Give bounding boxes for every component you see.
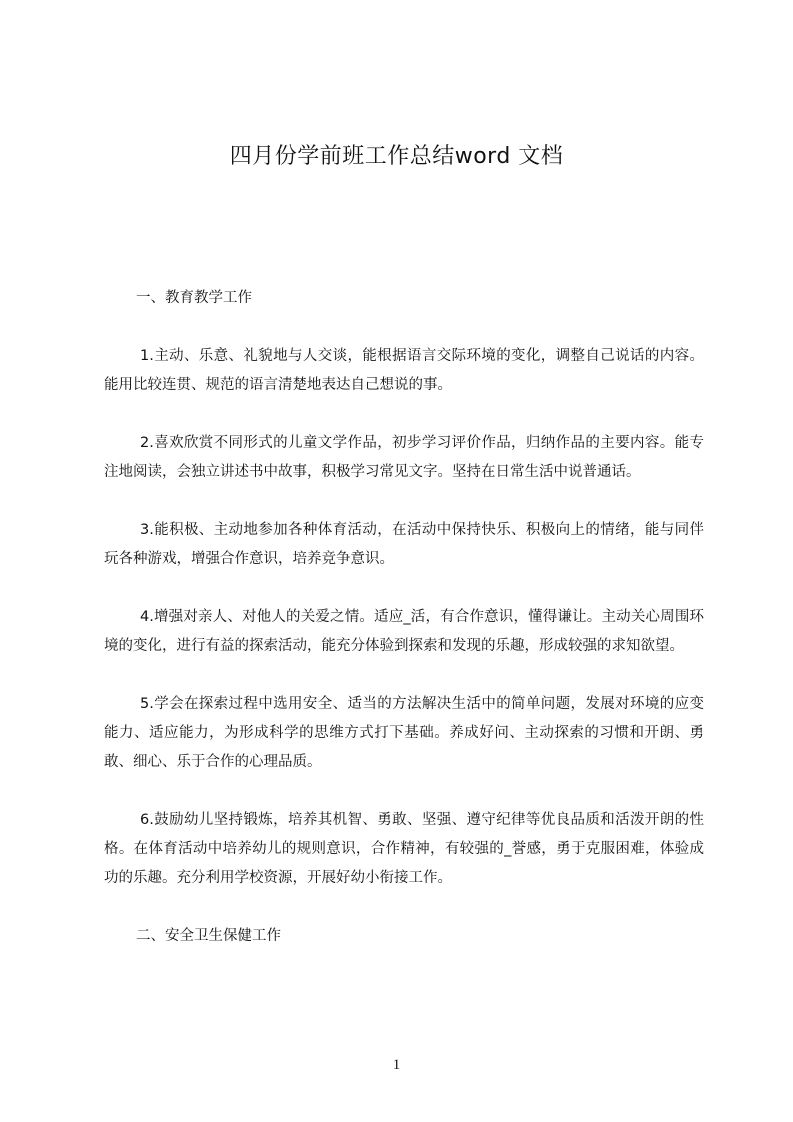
document-title: 四月份学前班工作总结word 文档 xyxy=(229,144,564,169)
paragraph-gap xyxy=(104,893,704,922)
section-heading-safety: 二、安全卫生保健工作 xyxy=(136,928,281,944)
paragraph-gap xyxy=(104,777,704,806)
paragraph-gap xyxy=(104,313,704,342)
list-item: 1.主动、乐意、礼貌地与人交谈，能根据语言交际环境的变化，调整自己说话的内容。能用比较连贯、规范的语言清楚地表达自己想说的事。 xyxy=(104,348,704,393)
paragraph-gap xyxy=(104,400,704,429)
list-item: 6.鼓励幼儿坚持锻炼，培养其机智、勇敢、坚强、遵守纪律等优良品质和活泼开朗的性格。在体育活动中培养幼儿的规则意识，合作精神，有较强的_誉感，勇于克服困难，体验成功的乐趣。充分利用学校资源，开展好幼小衔接工作。 xyxy=(104,812,704,886)
section-heading-education: 一、教育教学工作 xyxy=(136,290,252,306)
list-item: 5.学会在探索过程中选用安全、适当的方法解决生活中的简单问题，发展对环境的应变能力、适应能力，为形成科学的思维方式打下基础。养成好问、主动探索的习惯和开朗、勇敢、细心、乐于合作的心理品质。 xyxy=(104,696,704,770)
page-number: 1 xyxy=(392,1057,401,1073)
list-item: 2.喜欢欣赏不同形式的儿童文学作品，初步学习评价作品，归纳作品的主要内容。能专注地阅读，会独立讲述书中故事，积极学习常见文字。坚持在日常生活中说普通话。 xyxy=(104,435,704,480)
list-item: 4.增强对亲人、对他人的关爱之情。适应_活，有合作意识，懂得谦让。主动关心周围环境的变化，进行有益的探索活动，能充分体验到探索和发现的乐趣，形成较强的求知欲望。 xyxy=(104,609,704,654)
paragraph-gap xyxy=(104,487,704,516)
paragraph-gap xyxy=(104,661,704,690)
document-body xyxy=(104,284,704,951)
list-item: 3.能积极、主动地参加各种体育活动，在活动中保持快乐、积极向上的情绪，能与同伴玩各种游戏，增强合作意识，培养竞争意识。 xyxy=(104,522,704,567)
paragraph-gap xyxy=(104,574,704,603)
